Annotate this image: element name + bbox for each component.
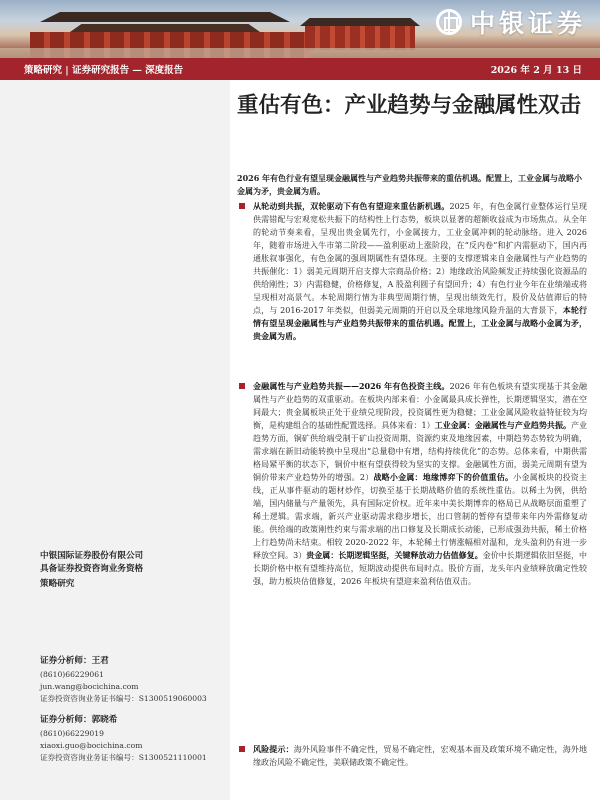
bullet-item bbox=[239, 743, 587, 769]
risk-lead: 风险提示： bbox=[253, 744, 294, 754]
analyst-phone: (8610)66229061 bbox=[40, 670, 104, 679]
analyst-email[interactable]: xiaoxi.guo@bocichina.com bbox=[40, 741, 143, 750]
report-summary: 2026 年有色行业有望呈现金融属性与产业趋势共振带来的重估机遇。配置上，工业金属与战略小金属为矛，贵金属为盾。 bbox=[237, 173, 583, 196]
bullet-body: 金价中长期逻辑依旧坚挺，中长期价格中枢有望维持高位，短期波动提供布局时点。股价方面，龙头年内业绩释放确定性较强，助力板块估值修复，2026 年板块有望迎来盈利估值双击。 bbox=[253, 551, 587, 586]
bullet-body: 小金属板块的投资主线，正从事件驱动的题材炒作，切换至基于长期战略价值的系统性重估。以稀土为例，供给端，国内储量与产量领先，具有国际定价权。近年来中美长期博弈的格局已从战略层面重塑了稀土逻辑。需求端，新兴产业驱动需求稳步增长，出口管制的暂停有望带来年内外需修复动能。供给端的政策刚性约束与需求端的出口修复及长期成长动能，已形成强劲共振，稀土价格上行趋势尚未结束。相较 2020-2022 年，本轮稀土行情涨幅相对温和，龙头盈利仍有进一步释放空间。3） bbox=[253, 473, 588, 560]
bullet-subhead: 工业金属：金融属性与产业趋势共振。 bbox=[434, 420, 571, 430]
firm-info bbox=[40, 550, 225, 591]
firm-name: 中银国际证券股份有限公司 bbox=[40, 551, 144, 561]
bullet-marker-icon bbox=[239, 203, 245, 209]
analyst-cert: 证券投资咨询业务证书编号：S1300521110001 bbox=[40, 753, 207, 762]
bullet-lead: 从轮动到共振，双轮驱动下有色有望迎来重估新机遇。 bbox=[253, 201, 450, 211]
analyst-email[interactable]: jun.wang@bocichina.com bbox=[40, 682, 139, 691]
sidebar-section: 策略研究 bbox=[40, 579, 75, 589]
analyst-name: 证券分析师：郭晓希 bbox=[40, 715, 118, 725]
brand-logo bbox=[436, 4, 586, 40]
risk-body: 海外风险事件不确定性，贸易不确定性，宏观基本面及政策环境不确定性，海外地缘政治风险不确定性，美联储政策不确定性。 bbox=[253, 745, 587, 767]
palace-roof-lower-image bbox=[70, 24, 260, 32]
bullet-marker-icon bbox=[239, 746, 245, 752]
firm-qualification: 具备证券投资咨询业务资格 bbox=[40, 564, 144, 574]
bullet-lead: 金融属性与产业趋势共振——2026 年有色投资主线。 bbox=[253, 381, 450, 391]
bullet-marker-icon bbox=[239, 383, 245, 389]
palace-roof-image bbox=[40, 12, 290, 22]
bullet-conclusion: 本轮行情有望呈现金融属性与产业趋势共振带来的重估机遇。配置上，工业金属与战略小金属为矛，贵金属为盾。 bbox=[253, 305, 587, 341]
plaza-image bbox=[0, 48, 600, 58]
bullet-item bbox=[239, 200, 587, 343]
category-bar bbox=[0, 58, 600, 80]
bullet-subhead: 战略小金属：地缘博弈下的价值重估。 bbox=[373, 472, 514, 482]
bullet-body: 2026 年有色板块有望实现基于其金融属性与产业趋势的双重驱动。在板块内部来看：小金属最具成长弹性，长期逻辑坚实，潜在空间最大；贵金属板块正处于业绩兑现阶段，投资属性更为稳健；工业金属风险收益特征较为均衡，是构建组合的基础性配置选择。具体来看：1） bbox=[253, 382, 587, 430]
boc-logo-icon bbox=[436, 9, 462, 35]
bullet-item bbox=[239, 380, 587, 588]
bullet-body: 2025 年，有色金属行业整体运行呈现供需错配与宏观宽松共振下的结构性上行态势，板块以显著的超额收益成为市场焦点。从全年的轮动节奏来看，呈现出贵金属先行，小金属接力，工业金属冲刺的轮动脉络。进入 2026 年，随着市场进入牛市第二阶段——盈利驱动上涨阶段，在“反内卷”和扩内需驱动下，国内再通胀叙事强化，有色金属的强周期属性有望体现。主要的支撑逻辑来自金融属性与产业趋势的共振催化：1）弱美元周期开启支撑大宗商品价格；2）地缘政治风险频发正持续强化资源品的供给刚性；3）内需稳健，价格修复，A 股盈利圆子有望回升；4）有色行业今年在业绩端或将呈现相对高景气。本轮周期行情为非典型周期行情，呈现出绩效先行，股价及估值滞后的特点，与 2016-2017 年类似，但弱美元周期的开启以及全球地缘风险升温的大背景下， bbox=[253, 202, 587, 315]
palace-side-wall-image bbox=[305, 26, 415, 50]
analyst-cert: 证券投资咨询业务证书编号：S1300519060003 bbox=[40, 694, 207, 703]
report-date: 2026 年 2 月 13 日 bbox=[490, 65, 582, 76]
report-category: 策略研究 | 证券研究报告 — 深度报告 bbox=[24, 65, 184, 76]
analyst-name: 证券分析师：王君 bbox=[40, 656, 109, 666]
brand-name: 中银证券 bbox=[469, 9, 586, 38]
header-banner bbox=[0, 0, 600, 58]
palace-side-roof-image bbox=[300, 18, 420, 26]
bullet-subhead: 贵金属：长期逻辑坚挺，关键释放动力估值修复。 bbox=[306, 550, 483, 560]
report-title: 重估有色：产业趋势与金融属性双击 bbox=[237, 93, 582, 118]
bullet-body: 产业趋势方面，铜矿供给端受制于矿山投资周期、资源约束及地缘因素，中期趋势态势较为明确，需求端在新旧动能转换中呈现出“总量稳中有增，结构持续优化”的态势。总体来看，中期供需格局紧平衡的状态下，铜价中枢有望获得较为坚实的支撑。金融属性方面，弱美元周期有望为铜价带来产业趋势外的增强。2） bbox=[253, 421, 588, 482]
analyst-phone: (8610)66229019 bbox=[40, 729, 104, 738]
analyst-card bbox=[40, 714, 230, 764]
analyst-card bbox=[40, 655, 230, 705]
